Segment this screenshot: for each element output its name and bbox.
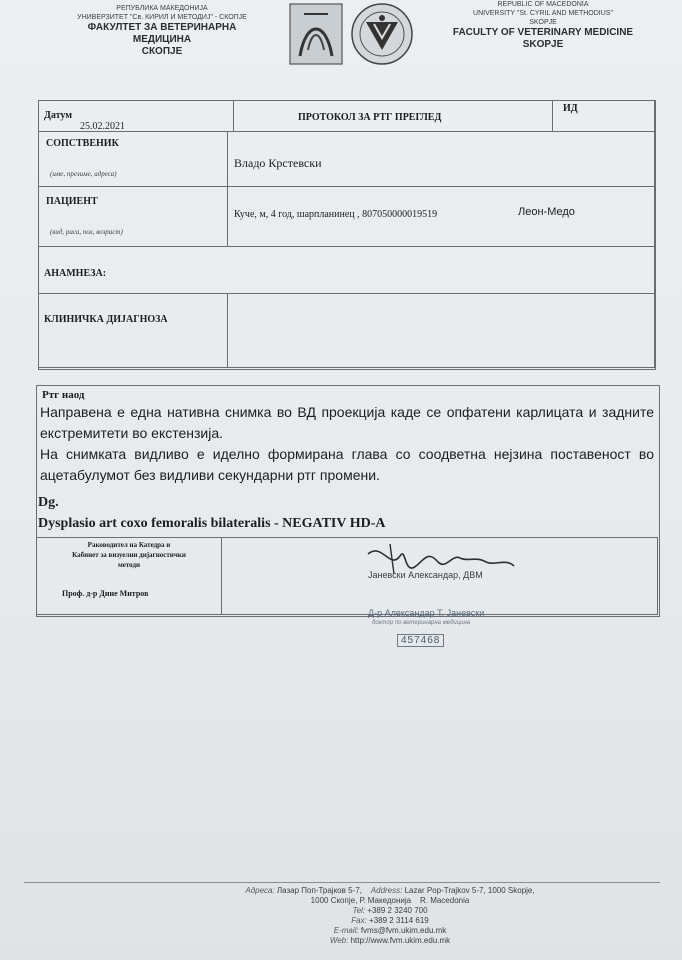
header-left-line3: ФАКУЛТЕТ ЗА ВЕТЕРИНАРНА [87,22,237,33]
department-head-line3: методи [117,561,141,569]
header-left-line2: УНИВЕРЗИТЕТ "Св. КИРИЛ И МЕТОДИЈ" - СКОПЈЕ [77,14,247,21]
footer-contact [180,886,600,946]
patient-value: Куче, м, 4 год, шарпланинец , 807050000019519 [234,209,438,220]
header-left-line5: СКОПЈЕ [141,46,183,57]
header-right-line5: SKOPJE [522,39,564,50]
protocol-title: ПРОТОКОЛ ЗА РТГ ПРЕГЛЕД [298,112,442,123]
footer-tel-label: Tel: [352,906,366,915]
patient-sublabel: (вид, раса, пол, возраст) [50,228,123,236]
anamnesis-cell [38,246,655,294]
anamnesis-label: АНАМНЕЗА: [44,268,107,279]
doctor-line: Јаневски Александар, ДВМ [368,570,483,580]
footer-email: fvms@fvm.ukim.edu.mk [360,926,447,935]
owner-value: Владо Крстевски [234,156,322,170]
date-label: Датум [44,110,73,121]
footer-address-mk: Лазар Поп-Трајков 5-7, [276,886,362,895]
id-label: ИД [563,103,578,114]
footer-city-mk: 1000 Скопје, Р. Македонија [310,896,412,905]
footer-divider [24,882,660,883]
footer-web: http://www.fvm.ukim.edu.mk [350,936,451,945]
patient-label: ПАЦИЕНТ [46,196,98,207]
findings-paragraph-2: На снимката видливо е иделно формирана глава со соодветна нејзина поставеност во ацетабулумот без видливи секундарни ртг промени. [40,446,654,483]
diagnosis-label-cell [38,293,228,368]
department-head-name: Проф. д-р Дине Митров [62,589,149,598]
footer-fax-label: Fax: [351,916,367,925]
header-right-line2: UNIVERSITY "St. CYRIL AND METHODIUS" [473,10,613,17]
owner-sublabel: (име, презиме, адреса) [50,170,117,178]
patient-name: Леон-Медо [518,206,575,218]
stamp-name: Д-р Александар Т. Јаневски [368,608,485,618]
stamp-title: доктор по ветеринарна медицина [372,620,471,626]
footer-email-label: E-mail: [333,926,359,935]
findings-label: Ртг наод [42,389,85,401]
header-right-line4: FACULTY OF VETERINARY MEDICINE [452,27,634,38]
header-right [428,0,658,51]
header-right-line1: REPUBLIC OF MACEDONIA [497,1,589,8]
footer-web-label: Web: [329,936,349,945]
department-head-line2: Кабинет за визуелни дијагностички [72,551,186,559]
diagnosis-dg-label: Dg. [38,495,59,510]
footer-address-label-en: Address: [370,886,403,895]
department-head-title [40,540,218,570]
header-left [52,4,272,58]
footer-address-en: Lazar Pop-Trajkov 5-7, 1000 Skopje, [404,886,535,895]
footer-country-en: R. Macedonia [419,896,470,905]
diagnosis-value-cell [227,293,655,368]
owner-label: СОПСТВЕНИК [46,138,119,149]
header-right-line3: SKOPJE [529,19,557,26]
stamp-number: 457468 [397,634,444,647]
footer-address-label-mk: Адреса: [245,886,275,895]
header-left-line4: МЕДИЦИНА [132,34,192,45]
department-head-line1: Раководител на Катедра и [87,541,171,549]
findings-text [40,402,654,486]
findings-paragraph-1: Направена е една нативна снимка во ВД проекција каде се опфатени карлицата и задните екстремитети во екстензија. [40,404,654,441]
header-left-line1: РЕПУБЛИКА МАКЕДОНИЈА [116,5,208,12]
diagnosis-dg-value: Dysplasio art coxo femoralis bilateralis - NEGATIV HD-A [38,516,386,531]
faculty-logo-icon [286,0,418,72]
footer-fax: +389 2 3114 619 [369,916,429,925]
footer-tel: +389 2 3240 700 [367,906,428,915]
date-value: 25.02.2021 [80,121,125,132]
diagnosis-label: КЛИНИЧКА ДИЈАГНОЗА [44,314,168,325]
